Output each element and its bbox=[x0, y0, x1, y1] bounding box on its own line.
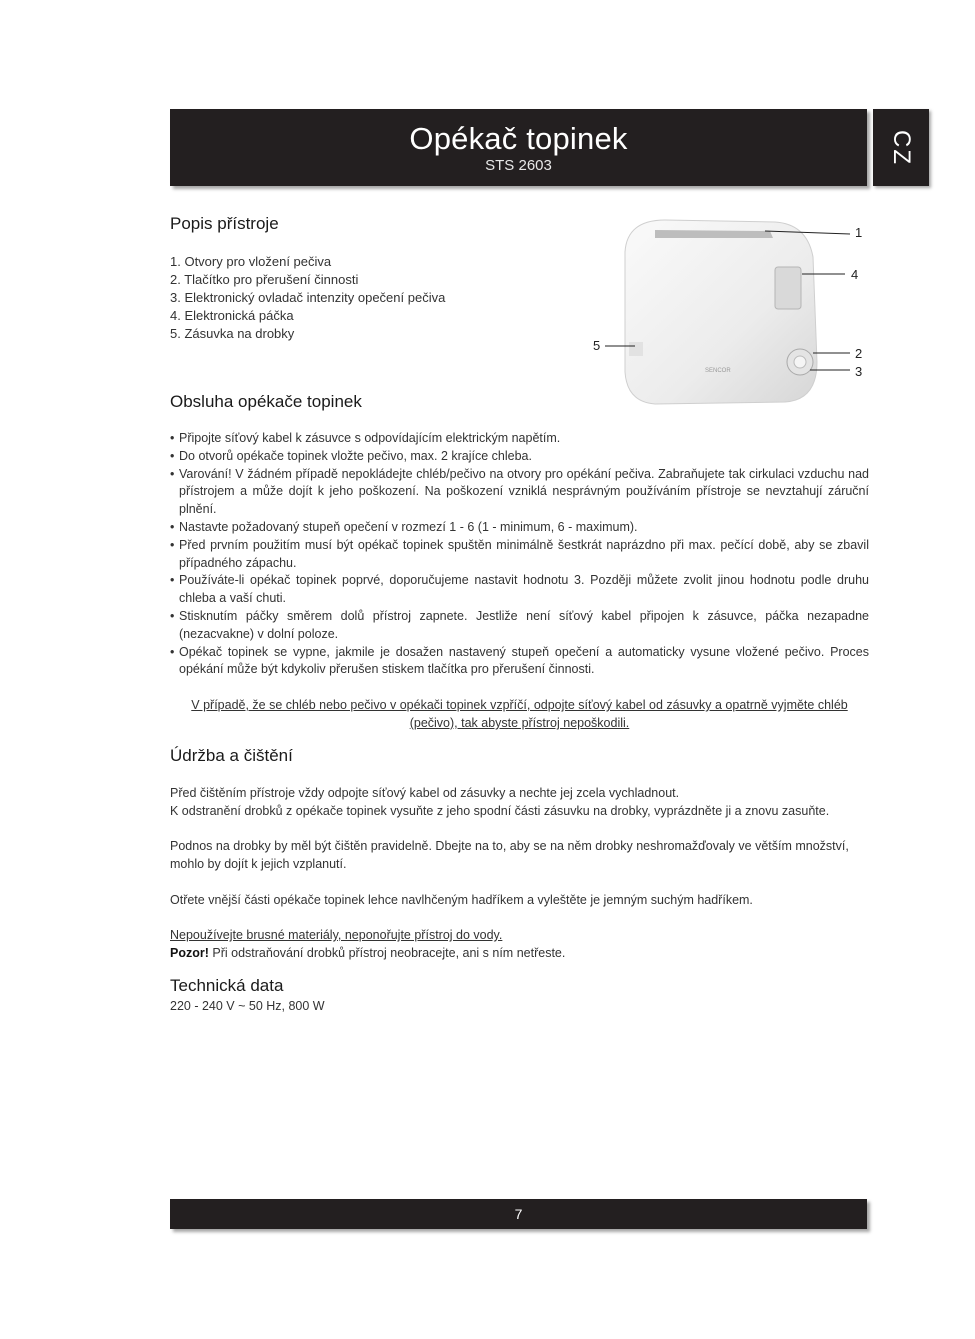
crumb-tray-icon bbox=[629, 342, 643, 356]
list-item: • Nastavte požadovaný stupeň opečení v rozmezí 1 - 6 (1 - minimum, 6 - maximum). bbox=[170, 519, 869, 537]
language-code: CZ bbox=[888, 129, 915, 166]
list-item: 5. Zásuvka na drobky bbox=[170, 326, 295, 341]
parts-list bbox=[170, 253, 445, 343]
footer-bar bbox=[170, 1199, 867, 1229]
maintenance-paragraph-3: Otřete vnější části opékače topinek lehce navlhčeným hadříkem a vyleštěte je jemným suchým hadříkem. bbox=[170, 893, 753, 907]
page-number: 7 bbox=[514, 1206, 523, 1222]
model-number: STS 2603 bbox=[485, 157, 552, 174]
list-item: • Používáte-li opékač topinek poprvé, doporučujeme nastavit hodnotu 3. Později můžete zvolit jinou hodnotu podle druhu chleba a vaší chuti. bbox=[170, 572, 869, 608]
tech-heading: Technická data bbox=[170, 976, 284, 995]
list-item: • Varování! V žádném případě nepokládejte chléb/pečivo na otvory pro opékání pečiva. Zabraňujete tak cirkulaci vzduchu nad přístrojem a může dojít k jeho poškození. Na poškození vzniklá nesprávným používáním přístroje se nevztahují záruční plnění. bbox=[170, 466, 869, 519]
list-item: • Do otvorů opékače topinek vložte pečivo, max. 2 krajíce chleba. bbox=[170, 448, 869, 466]
list-item: 1. Otvory pro vložení pečiva bbox=[170, 254, 332, 269]
title-banner bbox=[170, 109, 867, 186]
operation-heading: Obsluha opékače topinek bbox=[170, 392, 362, 411]
list-item: 2. Tlačítko pro přerušení činnosti bbox=[170, 272, 359, 287]
callout-1: 1 bbox=[855, 225, 863, 240]
description-heading: Popis přístroje bbox=[170, 214, 279, 233]
callout-4: 4 bbox=[851, 267, 859, 282]
lever-icon bbox=[775, 267, 801, 309]
page-title: Opékač topinek bbox=[409, 121, 628, 156]
caution-line bbox=[170, 944, 869, 962]
operation-list bbox=[170, 430, 869, 679]
caution-underlined: Nepoužívejte brusné materiály, neponořujte přístroj do vody. bbox=[170, 928, 503, 942]
maintenance-heading: Údržba a čištění bbox=[170, 746, 293, 765]
list-item: 4. Elektronická páčka bbox=[170, 308, 294, 323]
callout-5: 5 bbox=[593, 338, 601, 353]
jam-warning: V případě, že se chléb nebo pečivo v opékači topinek vzpříčí, odpojte síťový kabel od zásuvky a opatrně vyjměte chléb (pečivo), tak abyste přístroj nepoškodili. bbox=[191, 698, 848, 730]
list-item: • Připojte síťový kabel k zásuvce s odpovídajícím elektrickým napětím. bbox=[170, 430, 869, 448]
caution-text: Při odstraňování drobků přístroj neobracejte, ani s ním netřeste. bbox=[212, 946, 566, 960]
toaster-illustration bbox=[595, 212, 875, 412]
callout-2: 2 bbox=[855, 346, 863, 361]
list-item: • Před prvním použitím musí být opékač topinek spuštěn minimálně šestkrát naprázdno při max. pečící době, aby se zbavil případného zápachu. bbox=[170, 537, 869, 573]
language-tab bbox=[873, 109, 929, 186]
toaster-body bbox=[625, 220, 817, 404]
brand-logo: SENCOR bbox=[705, 368, 731, 374]
maintenance-line-1: Před čištěním přístroje vždy odpojte síťový kabel od zásuvky a nechte jej zcela vychladnout. bbox=[170, 786, 680, 800]
list-item: • Opékač topinek se vypne, jakmile je dosažen nastavený stupeň opečení a automaticky vysune vložené pečivo. Proces opékání může být kdykoliv přerušen stiskem tlačítka pro přerušení činnosti. bbox=[170, 644, 869, 680]
maintenance-paragraph-2: Podnos na drobky by měl být čištěn pravidelně. Dbejte na to, aby se na něm drobky neshromažďovaly ve větším množství, mohlo by dojít k jejich vzplanutí. bbox=[170, 839, 849, 871]
knob-center-icon bbox=[794, 356, 806, 368]
callout-3: 3 bbox=[855, 364, 863, 379]
tech-value: 220 - 240 V ~ 50 Hz, 800 W bbox=[170, 999, 325, 1013]
list-item: • Stisknutím páčky směrem dolů přístroj zapnete. Jestliže není síťový kabel připojen k zásuvce, páčka nezapadne (nezacvakne) v dolní poloze. bbox=[170, 608, 869, 644]
list-item: 3. Elektronický ovladač intenzity opečení pečiva bbox=[170, 290, 446, 305]
maintenance-line-2: K odstranění drobků z opékače topinek vysuňte z jeho spodní části zásuvku na drobky, vyprázdněte ji a znovu zasuňte. bbox=[170, 804, 830, 818]
caution-label: Pozor! bbox=[170, 946, 209, 960]
bread-slot-icon bbox=[655, 230, 773, 238]
